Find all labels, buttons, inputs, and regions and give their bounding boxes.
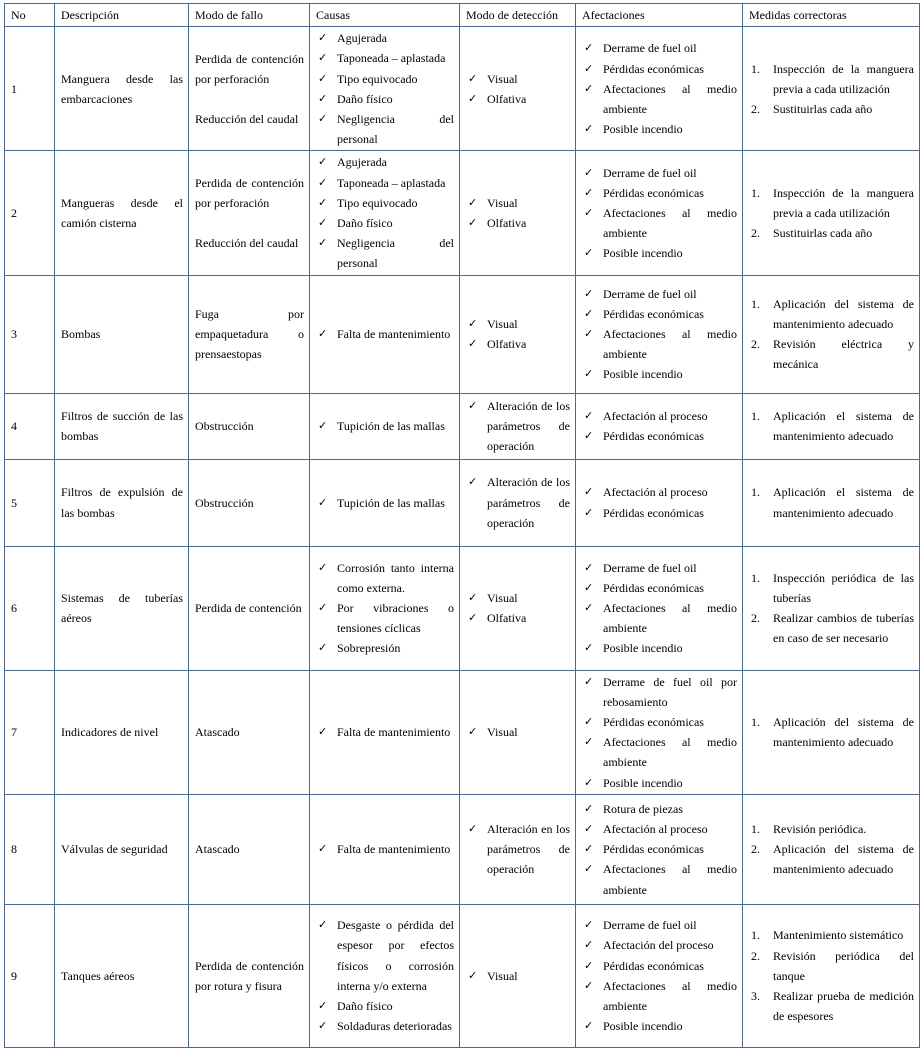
- cell-causas-list: [316, 915, 454, 1036]
- cell-descripcion: Válvulas de seguridad: [55, 794, 189, 904]
- cell-medidas: [743, 393, 920, 459]
- cell-deteccion-list: [466, 193, 570, 233]
- afectacion-item: ✓ Posible incendio: [582, 1016, 737, 1036]
- cell-deteccion-list: [466, 396, 570, 457]
- cell-causas: [310, 546, 460, 670]
- table-row: [5, 459, 920, 546]
- modo-fallo-text: Atascado: [195, 725, 240, 740]
- modo-fallo-text: Perdida de contención: [195, 601, 302, 616]
- cell-modo-fallo: [189, 904, 310, 1047]
- cell-no: 3: [5, 275, 55, 393]
- cell-afectaciones: [576, 27, 743, 151]
- cell-modo-fallo: [189, 393, 310, 459]
- cell-medidas-list: [749, 819, 914, 880]
- medida-item: Inspección de la manguera previa a cada utilización: [773, 185, 914, 220]
- medida-item: Realizar prueba de medición de espesores: [773, 988, 914, 1024]
- cell-causas: [310, 459, 460, 546]
- cell-no: 1: [5, 27, 55, 151]
- afectacion-item: ✓ Pérdidas económicas: [582, 839, 737, 859]
- afectacion-item: ✓ Pérdidas económicas: [582, 304, 737, 324]
- cell-medidas: [743, 275, 920, 393]
- cell-medidas: [743, 546, 920, 670]
- medida-item: Aplicación del sistema de mantenimiento adecuado: [773, 842, 914, 877]
- cell-causas-list: [316, 28, 454, 149]
- afectacion-item: ✓ Posible incendio: [582, 773, 737, 793]
- cell-causas: [310, 670, 460, 794]
- cell-deteccion: [460, 275, 576, 393]
- cell-causas-list: [316, 558, 454, 659]
- cell-causas-list: [316, 722, 454, 742]
- afectacion-item: ✓ Afectación al proceso: [582, 819, 737, 839]
- causa-item: ✓ Taponeada – aplastada: [316, 48, 454, 68]
- modo-fallo-text: Reducción del caudal: [195, 111, 299, 126]
- afectacion-item: ✓ Afectación del proceso: [582, 935, 737, 955]
- cell-medidas: [743, 794, 920, 904]
- medida-item: Sustituirlas cada año: [773, 101, 873, 116]
- cell-no: 4: [5, 393, 55, 459]
- causa-item: ✓ Tupición de las mallas: [316, 416, 454, 436]
- afectacion-item: ✓ Pérdidas económicas: [582, 59, 737, 79]
- medida-item: Revisión periódica.: [773, 822, 867, 837]
- modo-fallo-text: Perdida de contención por perforación: [195, 175, 304, 210]
- causa-item: ✓ Agujerada: [316, 152, 454, 172]
- modo-fallo-text: Reducción del caudal: [195, 236, 299, 251]
- table-row: [5, 275, 920, 393]
- table-row: [5, 546, 920, 670]
- cell-medidas-list: [749, 482, 914, 522]
- cell-deteccion: [460, 546, 576, 670]
- deteccion-item: ✓ Alteración de los parámetros de operación: [466, 396, 570, 457]
- afectacion-item: ✓ Pérdidas económicas: [582, 426, 737, 446]
- cell-medidas-list: [749, 712, 914, 752]
- deteccion-item: ✓ Visual: [466, 722, 570, 742]
- cell-no: 5: [5, 459, 55, 546]
- cell-afectaciones: [576, 393, 743, 459]
- cell-deteccion-list: [466, 472, 570, 533]
- modo-fallo-text: Perdida de contención por perforación: [195, 51, 304, 86]
- cell-deteccion: [460, 794, 576, 904]
- afectacion-item: ✓ Derrame de fuel oil: [582, 284, 737, 304]
- medida-item: Mantenimiento sistemático: [773, 928, 904, 943]
- afectacion-item: ✓ Pérdidas económicas: [582, 956, 737, 976]
- cell-medidas: [743, 459, 920, 546]
- table-row: [5, 670, 920, 794]
- cell-deteccion-list: [466, 314, 570, 354]
- medida-item: Inspección de la manguera previa a cada utilización: [773, 61, 914, 96]
- cell-deteccion: [460, 670, 576, 794]
- cell-afectaciones: [576, 151, 743, 275]
- cell-afectaciones-list: [582, 406, 737, 446]
- cell-afectaciones-list: [582, 915, 737, 1036]
- header-no: No: [5, 4, 55, 27]
- deteccion-item: ✓ Olfativa: [466, 608, 570, 628]
- afectacion-item: ✓ Pérdidas económicas: [582, 503, 737, 523]
- modo-fallo-text: Atascado: [195, 842, 240, 857]
- cell-deteccion-list: [466, 69, 570, 109]
- cell-descripcion: Sistemas de tuberías aéreos: [55, 546, 189, 670]
- cell-no: 8: [5, 794, 55, 904]
- cell-medidas: [743, 670, 920, 794]
- header-modo-fallo: Modo de fallo: [189, 4, 310, 27]
- cell-modo-fallo: [189, 459, 310, 546]
- modo-fallo-text: Perdida de contención por rotura y fisura: [195, 958, 304, 993]
- afectacion-item: ✓ Afectaciones al medio ambiente: [582, 598, 737, 638]
- causa-item: ✓ Corrosión tanto interna como externa.: [316, 558, 454, 598]
- cell-causas-list: [316, 152, 454, 273]
- cell-medidas-list: [749, 294, 914, 375]
- cell-modo-fallo: [189, 546, 310, 670]
- medida-item: Realizar cambios de tuberías en caso de ser necesario: [773, 611, 914, 646]
- header-descripcion: Descripción: [55, 4, 189, 27]
- causa-item: ✓ Tupición de las mallas: [316, 493, 454, 513]
- cell-medidas-list: [749, 406, 914, 446]
- header-afectaciones: Afectaciones: [576, 4, 743, 27]
- cell-causas: [310, 794, 460, 904]
- cell-afectaciones: [576, 904, 743, 1047]
- deteccion-item: ✓ Visual: [466, 588, 570, 608]
- afectacion-item: ✓ Derrame de fuel oil por rebosamiento: [582, 672, 737, 712]
- cell-descripcion: Tanques aéreos: [55, 904, 189, 1047]
- cell-deteccion-list: [466, 588, 570, 628]
- afectacion-item: ✓ Derrame de fuel oil: [582, 163, 737, 183]
- cell-afectaciones-list: [582, 672, 737, 793]
- cell-deteccion-list: [466, 722, 570, 742]
- cell-afectaciones: [576, 275, 743, 393]
- cell-deteccion: [460, 904, 576, 1047]
- afectacion-item: ✓ Afectaciones al medio ambiente: [582, 203, 737, 243]
- afectacion-item: ✓ Afectación al proceso: [582, 406, 737, 426]
- cell-afectaciones: [576, 670, 743, 794]
- cell-descripcion: Filtros de expulsión de las bombas: [55, 459, 189, 546]
- fmea-table: [4, 3, 920, 1048]
- medida-item: Revisión eléctrica y mecánica: [773, 337, 914, 372]
- modo-fallo-text: Obstrucción: [195, 419, 254, 434]
- cell-deteccion-list: [466, 966, 570, 986]
- deteccion-item: ✓ Visual: [466, 314, 570, 334]
- causa-item: ✓ Sobrepresión: [316, 638, 454, 658]
- cell-descripcion: Manguera desde las embarcaciones: [55, 27, 189, 151]
- causa-item: ✓ Daño físico: [316, 89, 454, 109]
- cell-no: 2: [5, 151, 55, 275]
- causa-item: ✓ Negligencia del personal: [316, 109, 454, 149]
- deteccion-item: ✓ Visual: [466, 69, 570, 89]
- afectacion-item: ✓ Afectaciones al medio ambiente: [582, 859, 737, 899]
- deteccion-item: ✓ Visual: [466, 966, 570, 986]
- causa-item: ✓ Soldaduras deterioradas: [316, 1016, 454, 1036]
- cell-afectaciones: [576, 546, 743, 670]
- cell-modo-fallo: [189, 27, 310, 151]
- cell-medidas-list: [749, 59, 914, 120]
- cell-medidas-list: [749, 568, 914, 649]
- deteccion-item: ✓ Olfativa: [466, 89, 570, 109]
- causa-item: ✓ Tipo equivocado: [316, 193, 454, 213]
- cell-deteccion: [460, 393, 576, 459]
- cell-afectaciones-list: [582, 38, 737, 139]
- causa-item: ✓ Taponeada – aplastada: [316, 173, 454, 193]
- cell-causas-list: [316, 416, 454, 436]
- cell-no: 7: [5, 670, 55, 794]
- afectacion-item: ✓ Afectación al proceso: [582, 482, 737, 502]
- cell-medidas-list: [749, 183, 914, 244]
- afectacion-item: ✓ Afectaciones al medio ambiente: [582, 732, 737, 772]
- cell-causas: [310, 904, 460, 1047]
- cell-causas: [310, 27, 460, 151]
- causa-item: ✓ Negligencia del personal: [316, 233, 454, 273]
- modo-fallo-text: Fuga por empaquetadura o prensaestopas: [195, 306, 304, 362]
- cell-causas: [310, 393, 460, 459]
- cell-medidas: [743, 27, 920, 151]
- cell-afectaciones-list: [582, 163, 737, 264]
- header-medidas: Medidas correctoras: [743, 4, 920, 27]
- cell-afectaciones: [576, 794, 743, 904]
- cell-modo-fallo: [189, 151, 310, 275]
- cell-causas: [310, 275, 460, 393]
- cell-causas-list: [316, 493, 454, 513]
- cell-medidas: [743, 904, 920, 1047]
- modo-fallo-text: Obstrucción: [195, 495, 254, 510]
- cell-deteccion: [460, 459, 576, 546]
- causa-item: ✓ Daño físico: [316, 213, 454, 233]
- medida-item: Aplicación el sistema de mantenimiento adecuado: [773, 485, 914, 520]
- table-row: [5, 794, 920, 904]
- cell-medidas: [743, 151, 920, 275]
- afectacion-item: ✓ Pérdidas económicas: [582, 183, 737, 203]
- afectacion-item: ✓ Afectaciones al medio ambiente: [582, 79, 737, 119]
- cell-medidas-list: [749, 925, 914, 1026]
- deteccion-item: ✓ Alteración en los parámetros de operación: [466, 819, 570, 880]
- cell-no: 9: [5, 904, 55, 1047]
- afectacion-item: ✓ Derrame de fuel oil: [582, 38, 737, 58]
- cell-afectaciones-list: [582, 799, 737, 900]
- cell-modo-fallo: [189, 275, 310, 393]
- table-row: [5, 27, 920, 151]
- causa-item: ✓ Falta de mantenimiento: [316, 839, 454, 859]
- causa-item: ✓ Agujerada: [316, 28, 454, 48]
- cell-afectaciones: [576, 459, 743, 546]
- causa-item: ✓ Tipo equivocado: [316, 69, 454, 89]
- deteccion-item: ✓ Olfativa: [466, 213, 570, 233]
- table-row: [5, 151, 920, 275]
- cell-causas-list: [316, 839, 454, 859]
- cell-afectaciones-list: [582, 558, 737, 659]
- cell-modo-fallo: [189, 670, 310, 794]
- cell-deteccion-list: [466, 819, 570, 880]
- afectacion-item: ✓ Posible incendio: [582, 638, 737, 658]
- medida-item: Revisión periódica del tanque: [773, 948, 914, 983]
- deteccion-item: ✓ Visual: [466, 193, 570, 213]
- cell-descripcion: Filtros de succión de las bombas: [55, 393, 189, 459]
- table-row: [5, 904, 920, 1047]
- deteccion-item: ✓ Olfativa: [466, 334, 570, 354]
- causa-item: ✓ Daño físico: [316, 996, 454, 1016]
- deteccion-item: ✓ Alteración de los parámetros de operación: [466, 472, 570, 533]
- cell-modo-fallo: [189, 794, 310, 904]
- afectacion-item: ✓ Derrame de fuel oil: [582, 915, 737, 935]
- cell-afectaciones-list: [582, 284, 737, 385]
- afectacion-item: ✓ Rotura de piezas: [582, 799, 737, 819]
- causa-item: ✓ Falta de mantenimiento: [316, 722, 454, 742]
- medida-item: Aplicación del sistema de mantenimiento adecuado: [773, 715, 914, 750]
- afectacion-item: ✓ Pérdidas económicas: [582, 712, 737, 732]
- cell-afectaciones-list: [582, 482, 737, 522]
- header-deteccion: Modo de detección: [460, 4, 576, 27]
- causa-item: ✓ Por vibraciones o tensiones cíclicas: [316, 598, 454, 638]
- medida-item: Aplicación el sistema de mantenimiento adecuado: [773, 408, 914, 444]
- afectacion-item: ✓ Posible incendio: [582, 243, 737, 263]
- afectacion-item: ✓ Afectaciones al medio ambiente: [582, 976, 737, 1016]
- afectacion-item: ✓ Derrame de fuel oil: [582, 558, 737, 578]
- cell-no: 6: [5, 546, 55, 670]
- afectacion-item: ✓ Afectaciones al medio ambiente: [582, 324, 737, 364]
- header-row: [5, 4, 920, 27]
- medida-item: Aplicación del sistema de mantenimiento adecuado: [773, 296, 914, 331]
- afectacion-item: ✓ Posible incendio: [582, 364, 737, 384]
- causa-item: ✓ Falta de mantenimiento: [316, 324, 454, 344]
- cell-deteccion: [460, 151, 576, 275]
- medida-item: Sustituirlas cada año: [773, 226, 873, 241]
- header-causas: Causas: [310, 4, 460, 27]
- table-row: [5, 393, 920, 459]
- cell-descripcion: Mangueras desde el camión cisterna: [55, 151, 189, 275]
- cell-descripcion: Bombas: [55, 275, 189, 393]
- causa-item: ✓ Desgaste o pérdida del espesor por efectos físicos o corrosión interna y/o externa: [316, 915, 454, 996]
- afectacion-item: ✓ Pérdidas económicas: [582, 578, 737, 598]
- cell-deteccion: [460, 27, 576, 151]
- cell-causas-list: [316, 324, 454, 344]
- medida-item: Inspección periódica de las tuberías: [773, 570, 914, 605]
- afectacion-item: ✓ Posible incendio: [582, 119, 737, 139]
- cell-descripcion: Indicadores de nivel: [55, 670, 189, 794]
- cell-causas: [310, 151, 460, 275]
